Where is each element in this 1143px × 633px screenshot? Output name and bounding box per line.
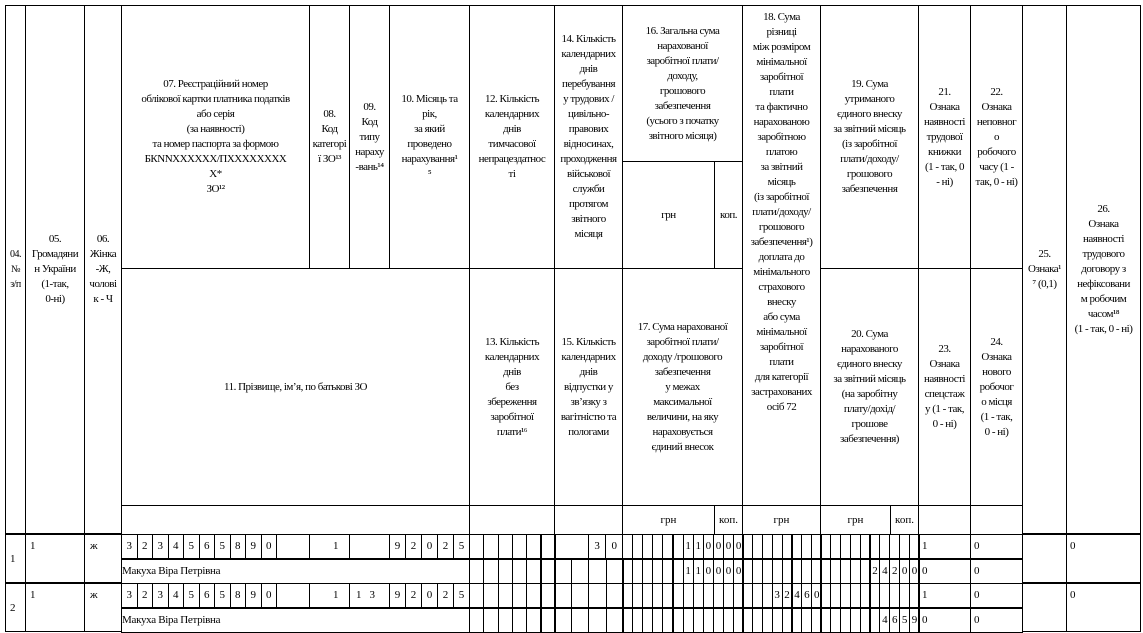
header-16-kop: коп. <box>714 161 743 269</box>
header-08-category: 08. Код категорі ї ЗО¹³ <box>309 5 350 269</box>
accrual-type-value: 13 <box>356 589 383 601</box>
header-14-employment-days: 14. Кількість календарних днів перебування у трудових / цивільно- правових відносинах, проходження військової служби протягом звітного місяця <box>554 5 623 269</box>
gender-value: ж <box>90 540 98 552</box>
part-time-value: 0 <box>974 589 980 601</box>
header-04-number: 04. № з/п <box>5 5 26 534</box>
digit-cell: 2 <box>405 583 422 608</box>
special-exp-value: 0 <box>922 564 928 577</box>
row-number-cell <box>5 534 26 583</box>
digit-cell: 5 <box>453 534 470 559</box>
digit-cell <box>483 534 498 559</box>
tax-id-spare <box>276 534 310 559</box>
sign-cell <box>1022 583 1067 632</box>
digit-cell <box>554 534 589 559</box>
category-value: 1 <box>333 540 339 552</box>
digit-cell: 0 <box>909 559 920 584</box>
digit-cell: 6 <box>801 583 812 608</box>
header-22-part-time: 22. Ознака неповног о робочого часу (1 - так, 0 - ні) <box>970 5 1023 269</box>
digit-cell <box>588 608 606 633</box>
digit-cell: 6 <box>889 608 900 633</box>
header-24-new-workplace: 24. Ознака нового робочог о місця (1 - так, 0 - ні) <box>970 268 1023 506</box>
digit-cell: 2 <box>437 534 454 559</box>
digit-cell: 3 <box>121 583 138 608</box>
digit-cell: 0 <box>703 559 714 584</box>
employee-name: Макуха Віра Петрівна <box>122 613 221 626</box>
digit-cell: 1 <box>693 534 704 559</box>
header-12-sick-days: 12. Кількість календарних днів тимчасової непрацездатнос ті <box>469 5 555 269</box>
digit-cell <box>483 583 498 608</box>
digit-cell <box>571 608 589 633</box>
gender-value: ж <box>90 589 98 601</box>
subheader-grn: грн <box>820 505 891 535</box>
digit-cell: 6 <box>199 534 216 559</box>
header-16-total-sum: 16. Загальна сума нарахованої заробітної плати/ доходу, грошового забезпечення (усього з початку звітного місяця) <box>622 5 743 162</box>
digit-cell: 1 <box>683 559 694 584</box>
digit-cell: 5 <box>453 583 470 608</box>
digit-cell: 0 <box>261 534 278 559</box>
digit-cell: 1 <box>693 559 704 584</box>
digit-cell: 5 <box>214 583 231 608</box>
non-fixed-cell <box>1066 534 1141 583</box>
digit-cell: 9 <box>389 534 406 559</box>
header-07-tax-id: 07. Реєстраційний номер облікової картки платника податків або серія (за наявності) та номер паспорта за формою БКNNXXXXXX/ПXXXXXXXX X* ЗО¹² <box>121 5 310 269</box>
digit-cell <box>571 559 589 584</box>
digit-cell <box>498 559 513 584</box>
header-05-citizen: 05. Громадяни н України (1-так, 0-ні) <box>25 5 85 534</box>
subheader-grn: грн <box>742 505 821 535</box>
labor-book-value: 1 <box>922 540 928 552</box>
digit-cell: 0 <box>723 534 734 559</box>
category-value: 1 <box>333 589 339 601</box>
header-09-accrual-type: 09. Код типу нараху -вань¹⁴ <box>349 5 390 269</box>
header-13-unpaid-days: 13. Кількість календарних днів без збереження заробітної плати¹⁶ <box>469 268 555 506</box>
non-fixed-value: 0 <box>1070 540 1076 552</box>
digit-cell: 4 <box>879 559 890 584</box>
subheader-blank <box>121 505 470 535</box>
digit-cell: 0 <box>713 534 724 559</box>
subheader-blank <box>469 505 555 535</box>
digit-cell <box>469 583 484 608</box>
row-number-cell <box>5 583 26 632</box>
digit-cell: 4 <box>792 583 803 608</box>
digit-cell: 2 <box>405 534 422 559</box>
digit-cell <box>469 559 484 584</box>
digit-cell <box>554 583 572 608</box>
digit-cell <box>512 559 527 584</box>
part-time-value: 0 <box>974 540 980 552</box>
digit-cell <box>526 559 541 584</box>
header-15-maternity-days: 15. Кількість календарних днів відпустки у зв’язку з вагітністю та пологами <box>554 268 623 506</box>
header-20-contribution-accrued: 20. Сума нарахованого єдиного внеску за звітний місяць (на заробітну плату/дохід/ грошове забезпечення) <box>820 268 919 506</box>
digit-cell: 0 <box>713 559 724 584</box>
labor-book-value: 1 <box>922 589 928 601</box>
digit-cell: 9 <box>909 608 920 633</box>
digit-cell <box>571 583 589 608</box>
employee-name: Макуха Віра Петрівна <box>122 564 221 577</box>
digit-cell: 3 <box>588 534 606 559</box>
digit-cell <box>512 608 527 633</box>
digit-cell: 3 <box>152 534 169 559</box>
digit-cell <box>498 534 513 559</box>
subheader-blank <box>918 505 971 535</box>
digit-cell: 2 <box>870 559 881 584</box>
digit-cell: 4 <box>879 608 890 633</box>
digit-cell <box>588 559 606 584</box>
subheader-blank <box>554 505 623 535</box>
digit-cell: 0 <box>723 559 734 584</box>
digit-cell: 0 <box>899 559 910 584</box>
header-26-non-fixed-contract: 26. Ознака наявності трудового договору з нефіксовани м робочим часом¹⁸ (1 - так, 0 - ні) <box>1066 5 1141 534</box>
row-number: 1 <box>10 553 16 565</box>
digit-cell: 5 <box>214 534 231 559</box>
digit-cell: 5 <box>183 534 200 559</box>
non-fixed-cell <box>1066 583 1141 632</box>
tax-id-spare <box>276 583 310 608</box>
digit-cell: 0 <box>733 559 744 584</box>
digit-cell: 2 <box>889 559 900 584</box>
header-19-contribution-withheld: 19. Сума утриманого єдиного внеску за звітний місяць (із заробітної плати/доходу/ грошового забезпечення <box>820 5 919 269</box>
digit-cell <box>554 559 572 584</box>
digit-cell: 3 <box>121 534 138 559</box>
digit-cell: 0 <box>261 583 278 608</box>
digit-cell: 0 <box>733 534 744 559</box>
digit-cell: 5 <box>183 583 200 608</box>
digit-cell <box>512 534 527 559</box>
digit-cell <box>526 608 541 633</box>
new-workplace-value: 0 <box>974 613 980 626</box>
digit-cell <box>588 583 606 608</box>
header-21-labor-book: 21. Ознака наявності трудової книжки (1 - так, 0 - ні) <box>918 5 971 269</box>
digit-cell <box>526 534 541 559</box>
digit-cell <box>512 583 527 608</box>
digit-cell: 9 <box>389 583 406 608</box>
digit-cell: 2 <box>137 583 154 608</box>
new-workplace-value: 0 <box>974 564 980 577</box>
digit-cell: 0 <box>421 583 438 608</box>
digit-cell: 1 <box>683 534 694 559</box>
digit-cell: 8 <box>230 534 247 559</box>
header-10-period: 10. Місяць та рік, за який проведено нарахування¹ ⁵ <box>389 5 470 269</box>
header-16-grn: грн <box>622 161 715 269</box>
header-06-gender: 06. Жінка -Ж, чолові к - Ч <box>84 5 122 534</box>
digit-cell: 2 <box>137 534 154 559</box>
category-cell <box>309 583 350 608</box>
digit-cell: 0 <box>421 534 438 559</box>
digit-cell <box>483 608 498 633</box>
digit-cell: 5 <box>899 608 910 633</box>
citizen-value: 1 <box>30 589 36 601</box>
category-cell <box>309 534 350 559</box>
citizen-value: 1 <box>30 540 36 552</box>
subheader-kop: коп. <box>890 505 919 535</box>
header-23-special-experience: 23. Ознака наявності спецстаж у (1 - так, 0 - ні) <box>918 268 971 506</box>
digit-cell: 9 <box>245 534 262 559</box>
digit-cell: 2 <box>437 583 454 608</box>
digit-cell: 0 <box>811 583 822 608</box>
digit-cell <box>483 559 498 584</box>
header-17-sum-in-limits: 17. Сума нарахованої заробітної плати/ доходу /грошового забезпечення у межах максимальної величини, на яку нараховується єдиний внесок <box>622 268 743 506</box>
header-25-sign: 25. Ознака¹ ⁷ (0,1) <box>1022 5 1067 534</box>
digit-cell: 3 <box>772 583 783 608</box>
digit-cell <box>554 608 572 633</box>
digit-cell: 8 <box>230 583 247 608</box>
digit-cell: 3 <box>152 583 169 608</box>
digit-cell: 6 <box>199 583 216 608</box>
digit-cell: 9 <box>245 583 262 608</box>
header-18-min-wage-diff: 18. Сума різниці між розміром мінімальної заробітної плати та фактично нарахованою заробітною платою за звітний місяць (із заробітної плати/доходу/ грошового забезпечення¹) доплата до мінімального страхового внеску або сума мінімальної заробітної плати для категорії застрахованих осіб 72 <box>742 5 821 506</box>
digit-cell <box>498 583 513 608</box>
digit-cell <box>469 608 484 633</box>
subheader-blank <box>970 505 1023 535</box>
special-exp-value: 0 <box>922 613 928 626</box>
subheader-grn: грн <box>622 505 715 535</box>
digit-cell: 0 <box>703 534 714 559</box>
subheader-kop: коп. <box>714 505 743 535</box>
digit-cell: 4 <box>168 583 185 608</box>
digit-cell <box>469 534 484 559</box>
row-number: 2 <box>10 602 16 614</box>
digit-cell <box>526 583 541 608</box>
digit-cell: 0 <box>605 534 623 559</box>
sign-cell <box>1022 534 1067 583</box>
accrual-type-cell <box>349 534 390 559</box>
header-11-name: 11. Прізвище, ім’я, по батькові ЗО <box>121 268 470 506</box>
digit-cell <box>498 608 513 633</box>
non-fixed-value: 0 <box>1070 589 1076 601</box>
digit-cell: 4 <box>168 534 185 559</box>
digit-cell: 2 <box>782 583 793 608</box>
